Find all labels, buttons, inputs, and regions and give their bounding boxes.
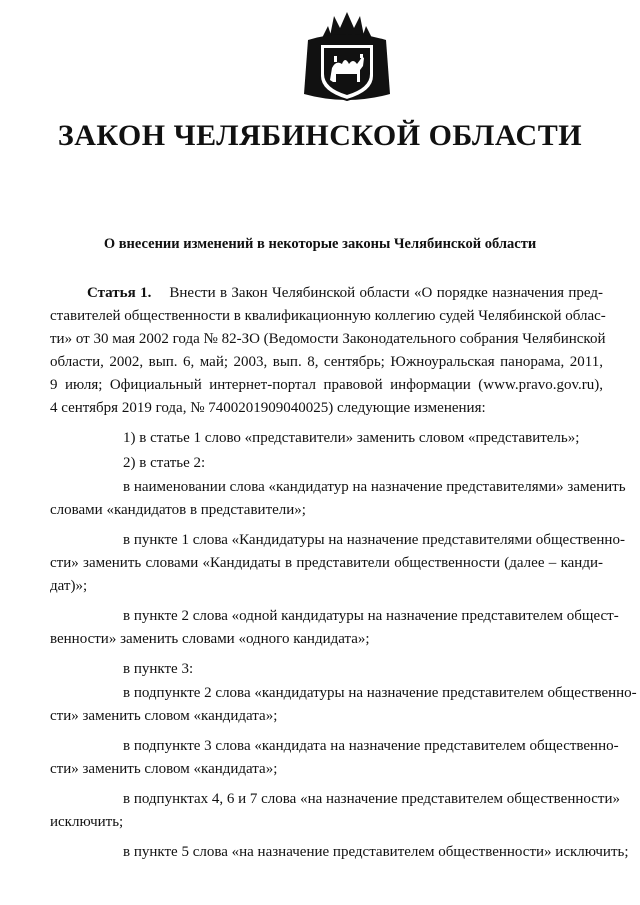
text-line: ти» от 30 мая 2002 года № 82-ЗО (Ведомости Законодательного собрания Челябинской xyxy=(50,331,606,347)
text-line: в подпункте 3 слова «кандидата на назначение представителем общественно- xyxy=(123,738,619,754)
text-line: исключить; xyxy=(50,814,124,830)
text-line: Внести в Закон Челябинской области «О порядке назначения пред- xyxy=(169,285,604,301)
text-line: 2) в статье 2: xyxy=(123,455,206,471)
text-line: в наименовании слова «кандидатур на назначение представителями» заменить xyxy=(123,479,626,495)
article-1-first-line xyxy=(87,282,603,304)
article-label: Статья 1. xyxy=(87,285,152,301)
text-line: словами «кандидатов в представители»; xyxy=(50,502,306,518)
text-line: в подпункте 2 слова «кандидатуры на назначение представителем общественно- xyxy=(123,685,637,701)
law-title: ЗАКОН ЧЕЛЯБИНСКОЙ ОБЛАСТИ xyxy=(57,119,583,152)
text-line: в пункте 3: xyxy=(123,661,194,677)
text-line: в пункте 1 слова «Кандидатуры на назначение представителями общественно- xyxy=(123,532,625,548)
text-line: дат)»; xyxy=(50,578,88,594)
text-line: 9 июля; Официальный интернет-портал правовой информации (www.pravo.gov.ru), xyxy=(50,377,603,393)
text-line: сти» заменить словом «кандидата»; xyxy=(50,761,278,777)
text-line: 1) в статье 1 слово «представители» заменить словом «представитель»; xyxy=(123,430,580,446)
text-line: сти» заменить словами «Кандидаты в представители общественности (далее – канди- xyxy=(50,555,603,571)
text-line: в пункте 5 слова «на назначение представителем общественности» исключить; xyxy=(123,844,629,860)
text-line: в пункте 2 слова «одной кандидатуры на назначение представителем общест- xyxy=(123,608,619,624)
coat-of-arms-emblem xyxy=(300,10,394,108)
text-line: в подпунктах 4, 6 и 7 слова «на назначение представителем общественности» xyxy=(123,791,620,807)
text-line: сти» заменить словом «кандидата»; xyxy=(50,708,278,724)
text-line: 4 сентября 2019 года, № 7400201909040025) следующие изменения: xyxy=(50,400,486,416)
text-line: ставителей общественности в квалификационную коллегию судей Челябинской облас- xyxy=(50,308,606,324)
document-subtitle: О внесении изменений в некоторые законы Челябинской области xyxy=(103,236,537,252)
text-line: венности» заменить словами «одного кандидата»; xyxy=(50,631,370,647)
text-line: области, 2002, вып. 6, май; 2003, вып. 8, сентябрь; Южноуральская панорама, 2011, xyxy=(50,354,603,370)
